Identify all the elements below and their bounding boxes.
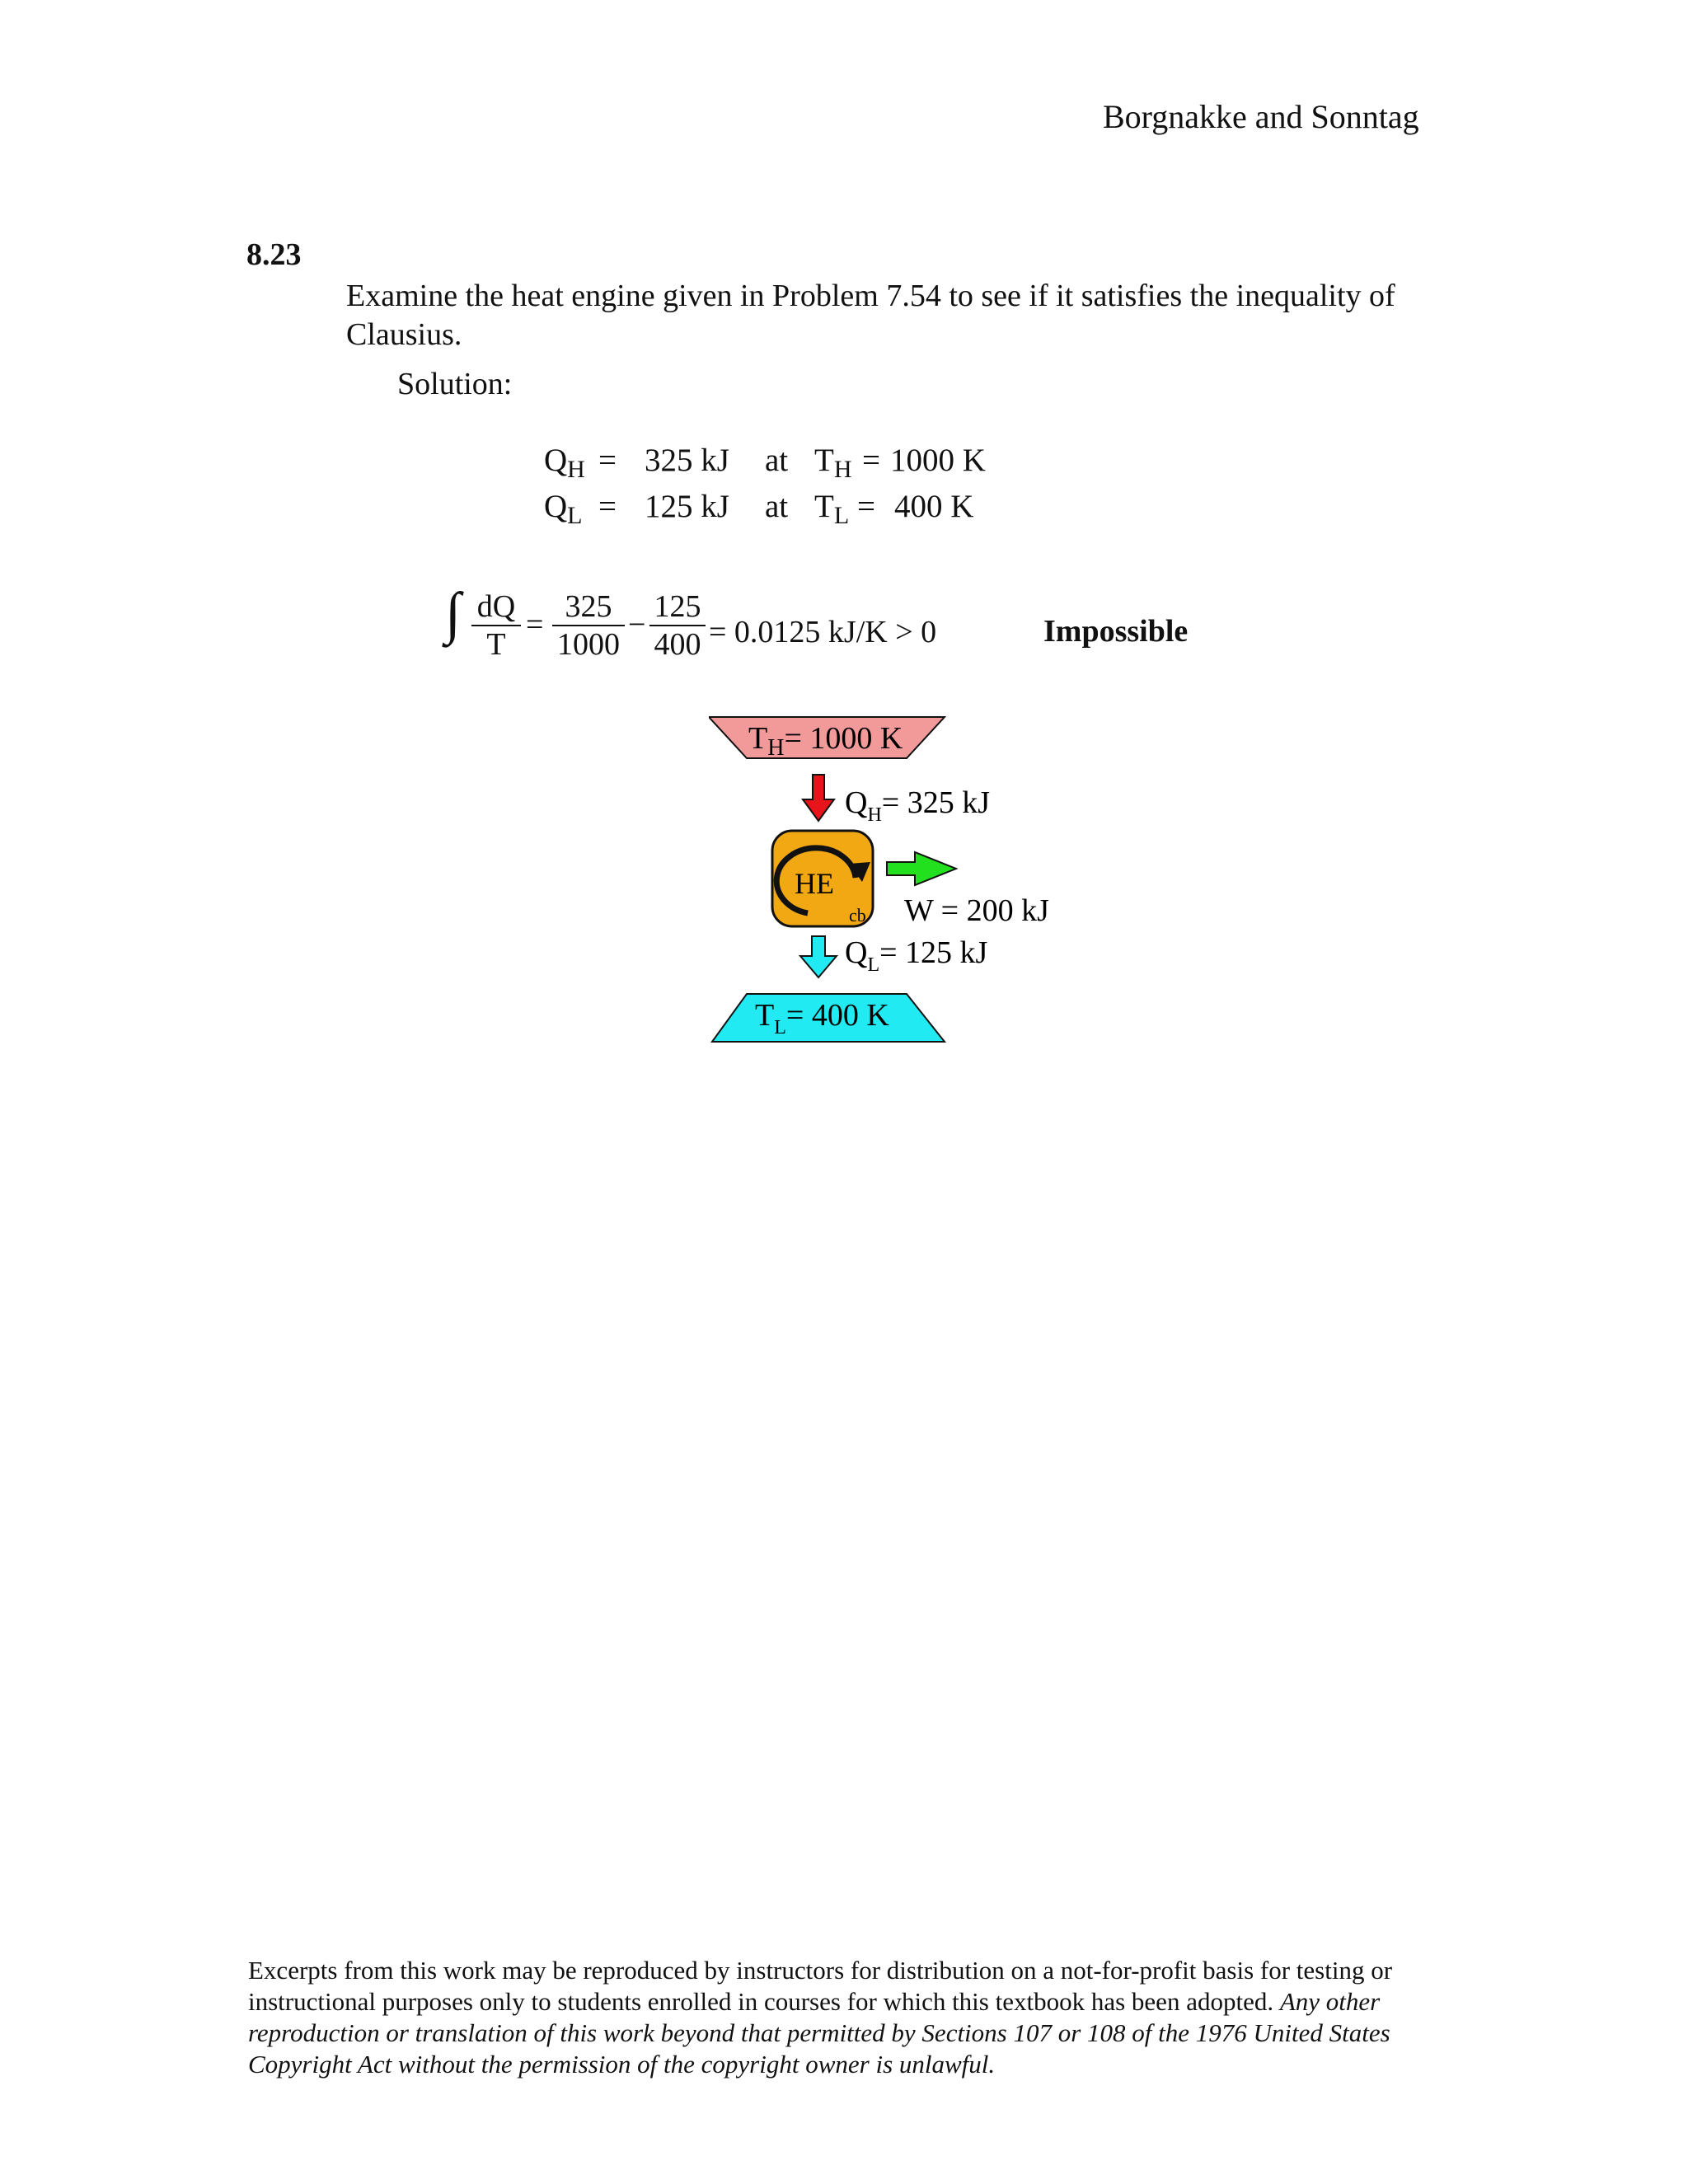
integral-sign: ∫ (445, 582, 462, 645)
equation-result: = 0.0125 kJ/K > 0 (709, 615, 937, 649)
th-value: 1000 K (890, 443, 986, 478)
work-out-arrow-icon (887, 852, 956, 885)
at-word: at (765, 489, 789, 524)
th-equals: = (862, 443, 880, 478)
tl-value: 400 K (894, 489, 974, 524)
fraction-325-1000: 325 1000 (552, 590, 625, 661)
problem-number: 8.23 (246, 237, 302, 272)
minus-sign: − (628, 607, 646, 642)
ql-symbol: $Q_L$ (544, 489, 583, 529)
th-symbol: $T_H$ (814, 443, 852, 483)
qh-equals: = (598, 443, 617, 478)
fraction-125-400: 125 400 (649, 590, 706, 661)
heat-in-arrow-icon (803, 775, 834, 821)
tl-equals: = (857, 489, 875, 524)
tl-symbol: $T_L$ (814, 489, 850, 529)
heat-out-arrow-icon (800, 936, 837, 977)
work-label: W = 200 kJ (904, 893, 1049, 928)
at-word: at (765, 443, 789, 478)
footer-plain-text: Excerpts from this work may be reproduced by instructors for distribution on a not-for-profit basis for testing or instructional purposes only to students enrolled in courses for which this textbook has been adopted. (248, 1956, 1393, 2016)
qh-value: 325 kJ (645, 443, 729, 478)
equals-sign: = (526, 607, 544, 642)
lhs-fraction: dQ T (471, 590, 521, 661)
problem-statement: Examine the heat engine given in Problem 7.54 to see if it satisfies the inequality of Clausius. (346, 279, 1395, 352)
verdict-label: Impossible (1043, 614, 1189, 649)
qh-label: $Q_H= 325$ kJ (845, 785, 991, 826)
qh-symbol: $Q_H$ (544, 443, 585, 483)
solution-label: Solution: (397, 367, 513, 401)
ql-value: 125 kJ (645, 489, 729, 524)
ql-equals: = (598, 489, 617, 524)
hot-reservoir-label: $T_H= 1000$ K (748, 721, 903, 761)
engine-tag: cb (849, 905, 866, 926)
header-author: Borgnakke and Sonntag (1103, 98, 1419, 135)
heat-engine-diagram (709, 709, 1071, 1055)
cold-reservoir-label: $T_L= 400$ K (755, 998, 889, 1038)
copyright-footer (248, 1955, 1451, 2080)
footer-italic-text: Any other reproduction or translation of this work beyond that permitted by Sections 107 or 108 of the 1976 United States Copyright Act without the permission of the copyright owner is unlawful. (248, 1987, 1390, 2079)
engine-label: HE (795, 867, 834, 900)
ql-label: $Q_L= 125$ kJ (845, 935, 988, 976)
